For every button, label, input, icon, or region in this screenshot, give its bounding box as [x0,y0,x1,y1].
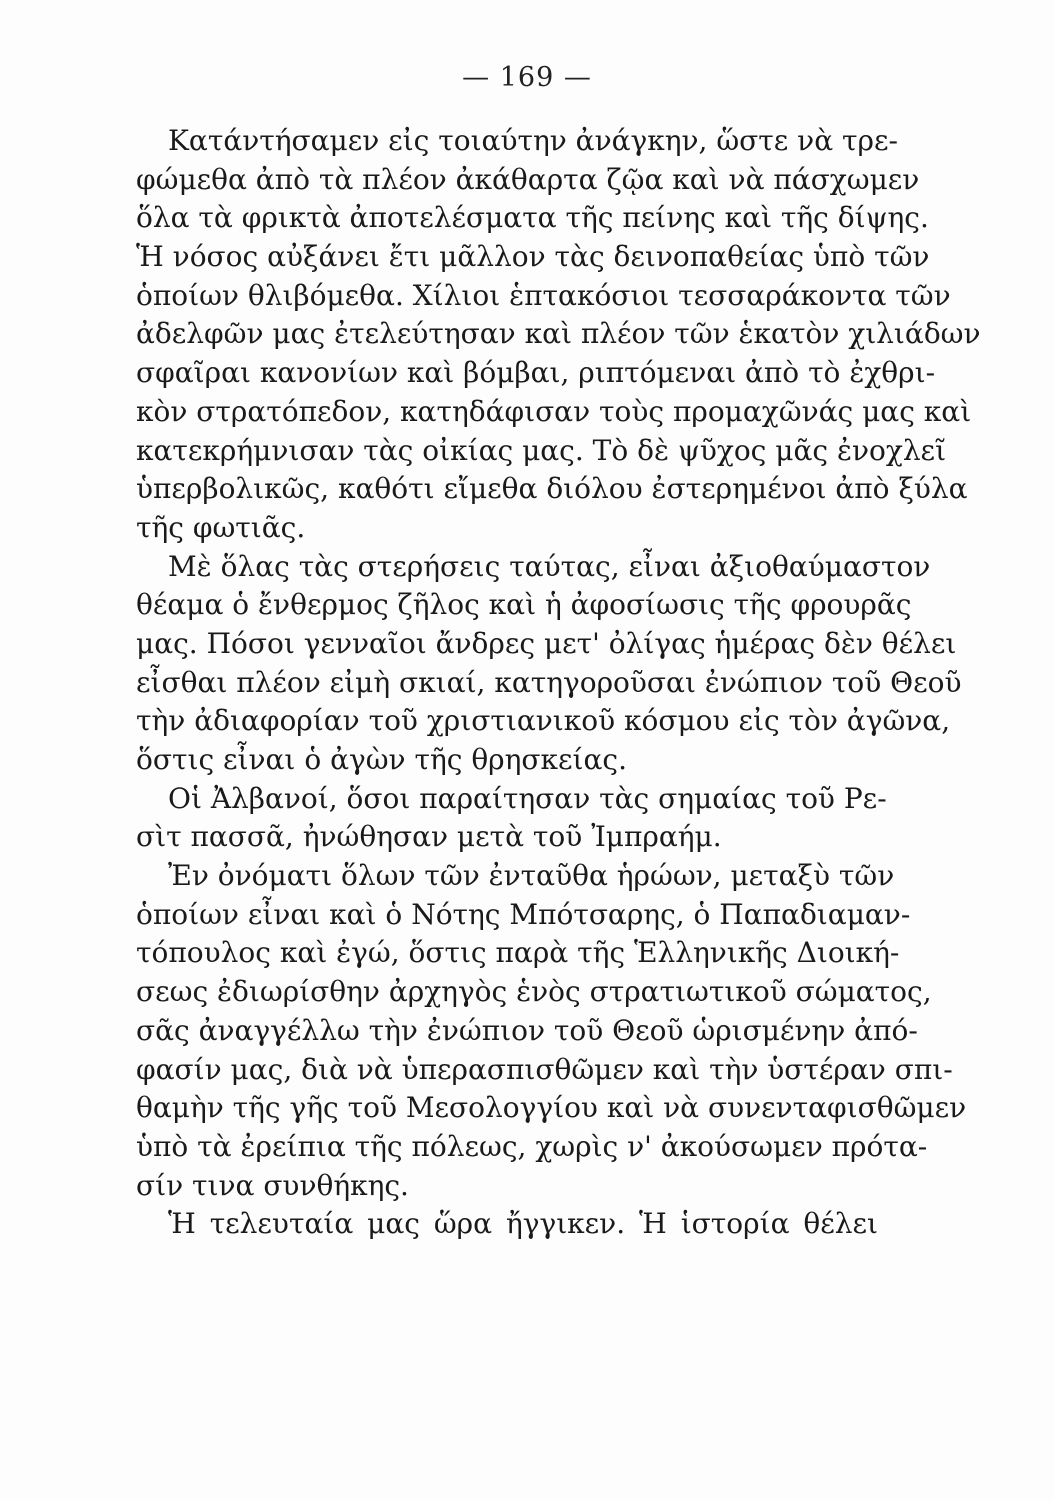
text-line: τῆς φωτιᾶς. [136,510,306,544]
text-line: Ἐν ὀνόματι ὅλων τῶν ἐνταῦθα ἡρώων, μεταξὺ τῶν [168,859,895,893]
text-line: Ἡ τελευταία μας ὥρα ἤγγικεν. Ἡ ἱστορία θέλει [168,1207,878,1241]
text-line: Ἡ νόσος αὐξάνει ἔτι μᾶλλον τὰς δεινοπαθείας ὑπὸ τῶν [136,240,930,274]
text-line: κὸν στρατόπεδον, κατηδάφισαν τοὺς προμαχῶνάς μας καὶ [136,394,972,428]
text-line: εἶσθαι πλέον εἰμὴ σκιαί, κατηγοροῦσαι ἐνώπιον τοῦ Θεοῦ [136,665,962,699]
text-line: μας. Πόσοι γενναῖοι ἄνδρες μετ' ὀλίγας ἡμέρας δὲν θέλει [136,626,957,660]
text-line: ὁποίων εἶναι καὶ ὁ Νότης Μπότσαρης, ὁ Παπαδιαμαν- [136,897,911,931]
text-line: θέαμα ὁ ἔνθερμος ζῆλος καὶ ἡ ἀφοσίωσις τῆς φρουρᾶς [136,588,912,622]
page-number: — 169 — [462,62,592,93]
text-line: θαμὴν τῆς γῆς τοῦ Μεσολογγίου καὶ νὰ συνενταφισθῶμεν [136,1091,967,1125]
text-line: ὑπὸ τὰ ἐρείπια τῆς πόλεως, χωρὶς ν' ἀκούσωμεν πρότα- [136,1129,928,1163]
text-line: σεως ἐδιωρίσθην ἀρχηγὸς ἑνὸς στρατιωτικοῦ σώματος, [136,975,932,1009]
text-line: ὅλα τὰ φρικτὰ ἀποτελέσματα τῆς πείνης καὶ τῆς δίψης. [136,201,929,235]
text-line: Μὲ ὅλας τὰς στερήσεις ταύτας, εἶναι ἀξιοθαύμαστον [168,549,931,583]
text-line: σᾶς ἀναγγέλλω τὴν ἐνώπιον τοῦ Θεοῦ ὡρισμένην ἀπό- [136,1013,918,1047]
text-line: Οἱ Ἀλβανοί, ὅσοι παραίτησαν τὰς σημαίας τοῦ Ρε- [168,781,887,815]
text-line: φώμεθα ἀπὸ τὰ πλέον ἀκάθαρτα ζῷα καὶ νὰ πάσχωμεν [136,162,920,196]
text-line: τὴν ἀδιαφορίαν τοῦ χριστιανικοῦ κόσμου εἰς τὸν ἀγῶνα, [136,704,951,738]
text-line: ἀδελφῶν μας ἐτελεύτησαν καὶ πλέον τῶν ἑκατὸν χιλιάδων [136,317,981,351]
text-line: ὁποίων θλιβόμεθα. Χίλιοι ἑπτακόσιοι τεσσαράκοντα τῶν [136,278,951,312]
text-line: σὶτ πασσᾶ, ἠνώθησαν μετὰ τοῦ Ἰμπραήμ. [136,820,722,854]
text-line: σίν τινα συνθήκης. [136,1168,409,1202]
body-text [136,122,981,1244]
text-line: κατεκρήμνισαν τὰς οἰκίας μας. Τὸ δὲ ψῦχος μᾶς ἐνοχλεῖ [136,433,947,467]
text-line: Κατάντήσαμεν εἰς τοιαύτην ἀνάγκην, ὥστε νὰ τρε- [168,124,898,157]
text-line: φασίν μας, διὰ νὰ ὑπερασπισθῶμεν καὶ τὴν ὑστέραν σπι- [136,1052,953,1086]
text-line: τόπουλος καὶ ἐγώ, ὅστις παρὰ τῆς Ἑλληνικῆς Διοική- [136,936,900,970]
text-line: σφαῖραι κανονίων καὶ βόμβαι, ριπτόμεναι ἀπὸ τὸ ἐχθρι- [136,356,936,390]
text-line: ὅστις εἶναι ὁ ἀγὼν τῆς θρησκείας. [136,743,627,776]
text-line: ὑπερβολικῶς, καθότι εἴμεθα διόλου ἐστερημένοι ἀπὸ ξύλα [136,472,968,506]
